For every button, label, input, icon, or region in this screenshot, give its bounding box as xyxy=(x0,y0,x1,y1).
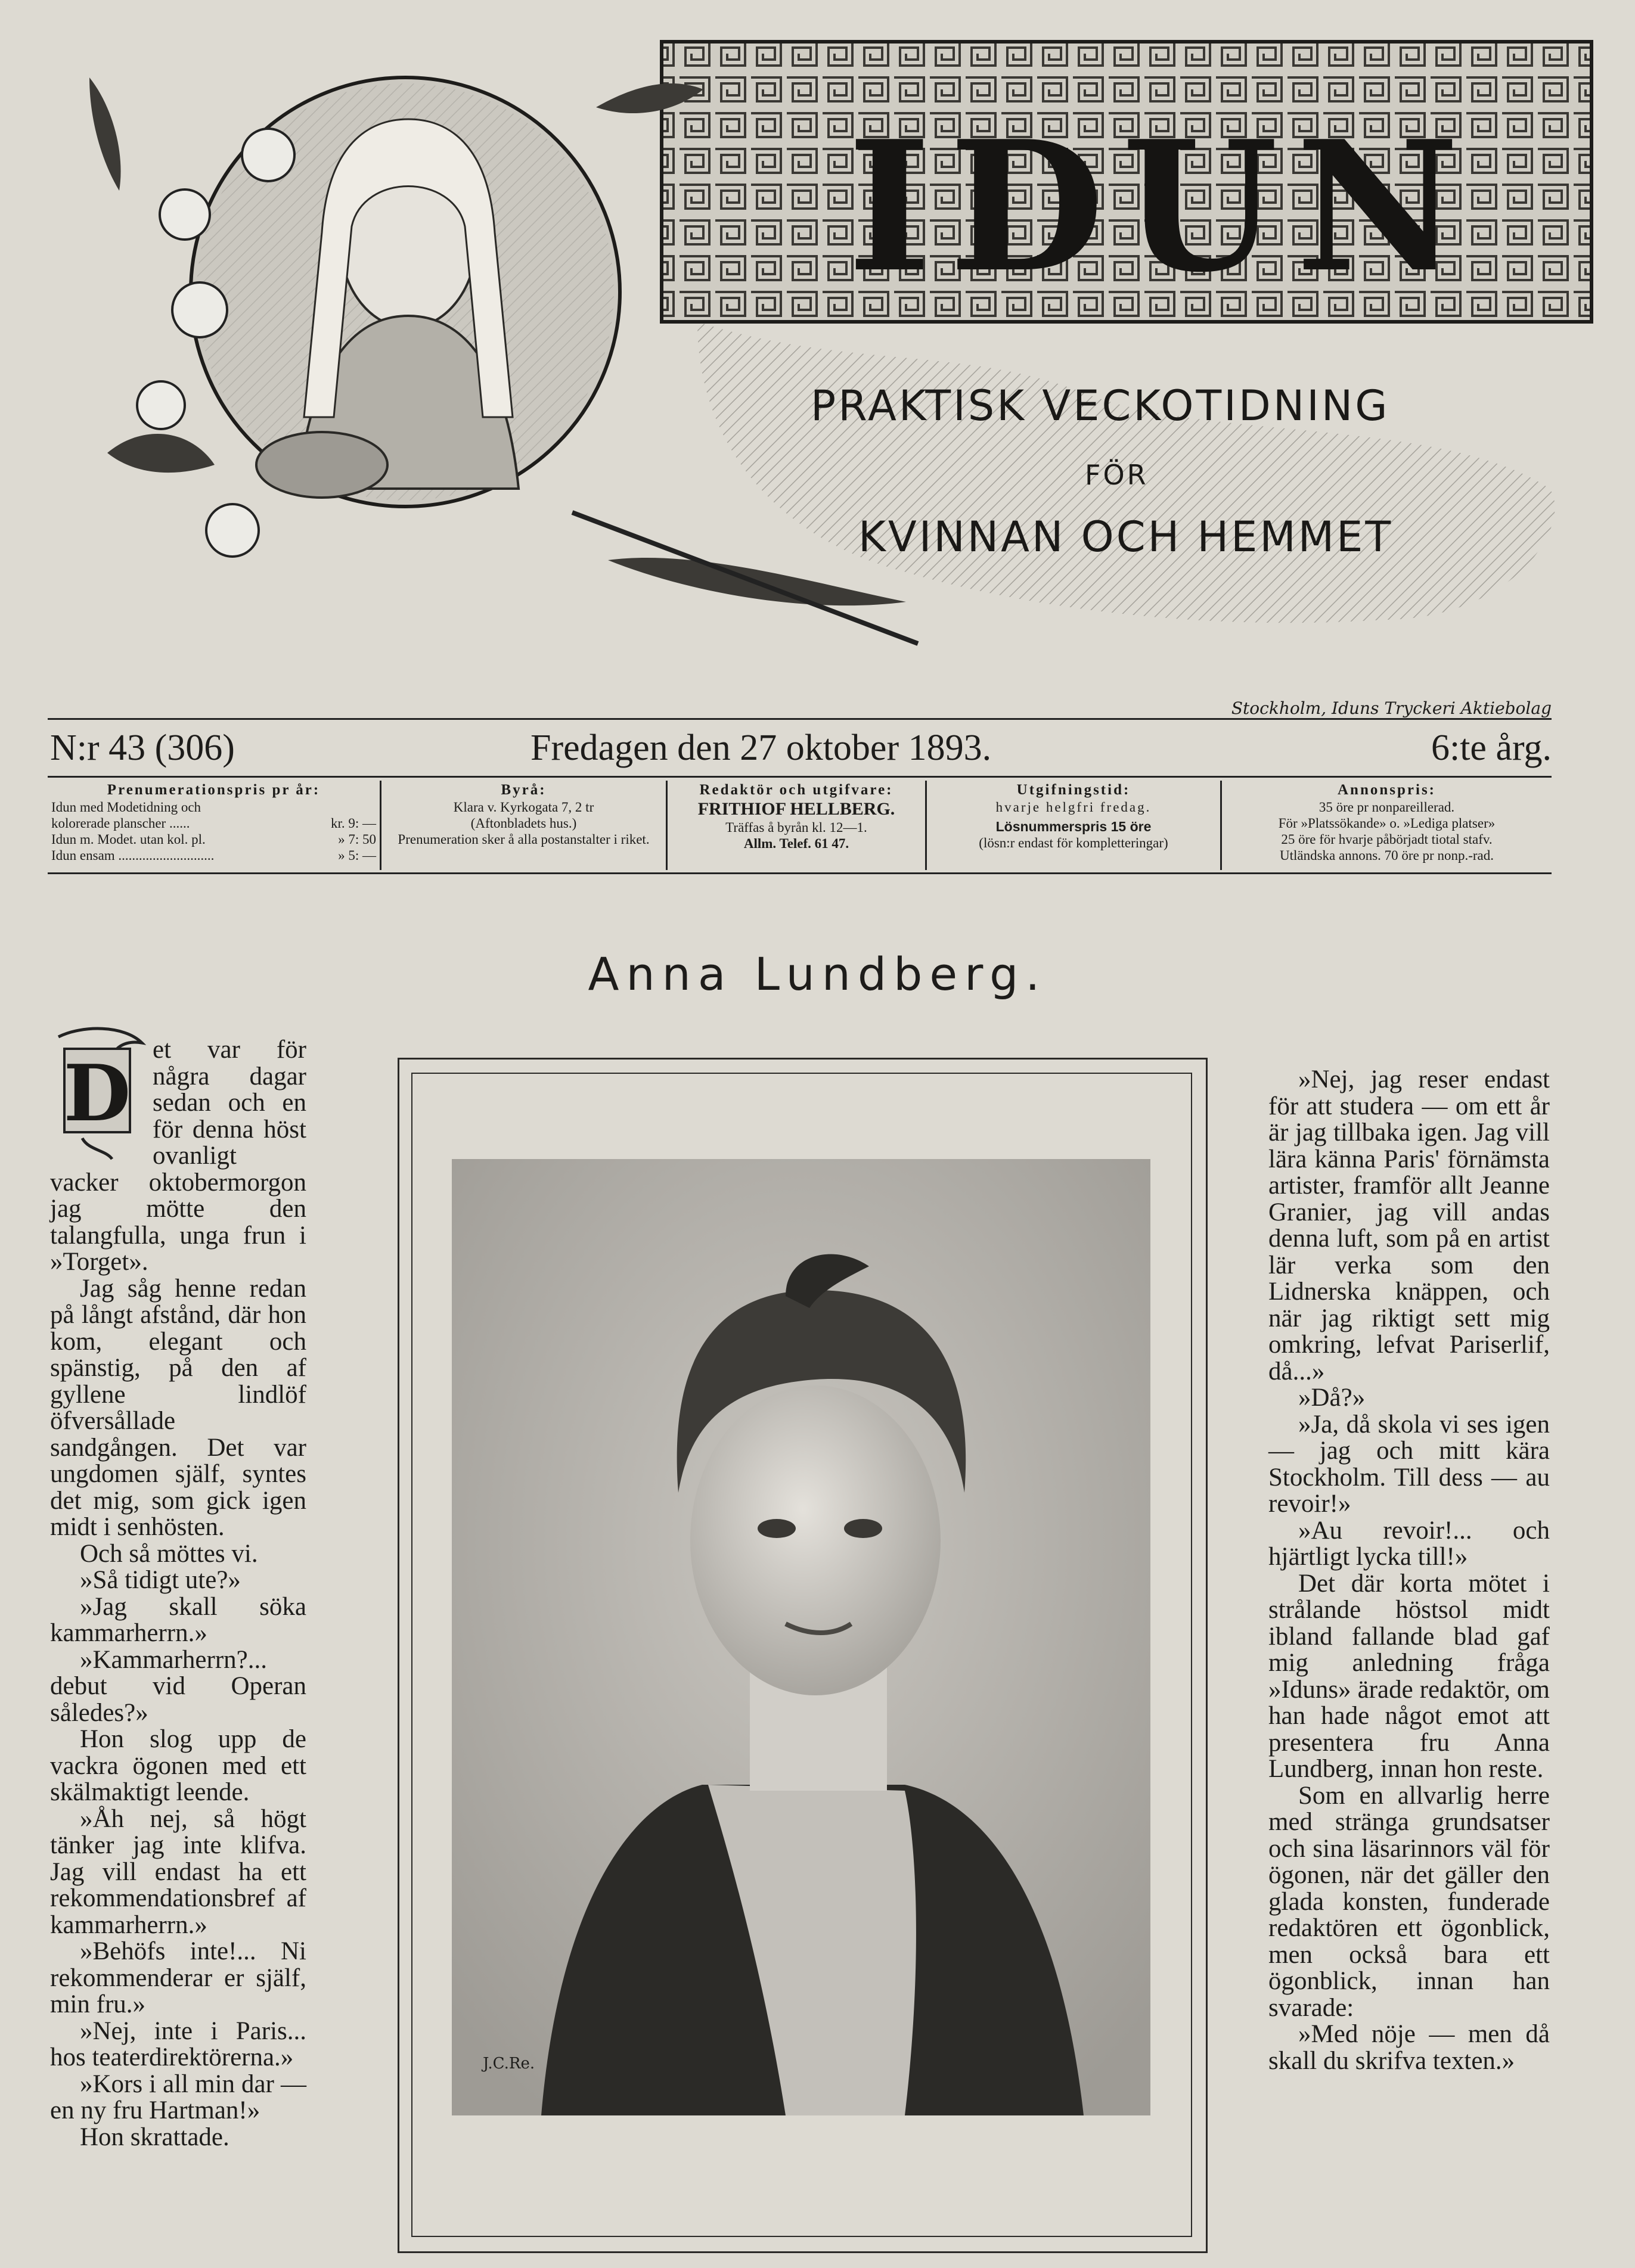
single-copy-price: Lösnummerspris 15 öre xyxy=(995,819,1152,834)
printer-credit: Stockholm, Iduns Tryckeri Aktiebolag xyxy=(1231,698,1552,718)
publication-title: Utgifningstid: xyxy=(1016,782,1131,798)
subscription-row-price: kr. 9: — xyxy=(330,816,376,831)
subscription-row xyxy=(51,799,376,815)
article-paragraph: Som en allvarlig herre med stränga grundsatser och sina läsarinnors väl för ögonen, när det gäller den glada konsten, funderade redaktören ett ögonblick, men också bara ett ögonblick, innan han svarade: xyxy=(1268,1781,1550,2022)
subscription-row xyxy=(51,847,376,863)
office-address: Klara v. Kyrkogata 7, 2 tr xyxy=(453,800,594,815)
issue-year: 6:te årg. xyxy=(1431,728,1552,768)
ads-line: Utländska annons. 70 öre pr nonp.-rad. xyxy=(1280,848,1494,863)
article-paragraph: Det där korta mötet i strålande höstsol midt ibland fallande blad gaf mig anledning fråga »Iduns» ärade redaktör, om han hade något emot att presentera fru Anna Lundberg, innan hon reste. xyxy=(1268,1569,1550,1783)
subscription-row-label: kolorerade planscher ...... xyxy=(51,816,190,831)
editor-hours: Träffas å byrån kl. 12—1. xyxy=(725,820,867,835)
issue-date: Fredagen den 27 oktober 1893. xyxy=(530,728,992,768)
publication-box xyxy=(927,781,1222,870)
subscription-row-label: Idun med Modetidning och xyxy=(51,800,201,815)
ads-line: För »Platssökande» o. »Lediga platser» xyxy=(1278,816,1496,831)
ornamental-drop-cap xyxy=(46,1025,148,1162)
editor-phone: Allm. Telef. 61 47. xyxy=(743,836,849,851)
tagline-for: FÖR xyxy=(1085,459,1149,491)
office-title: Byrå: xyxy=(501,782,547,798)
subscription-rows xyxy=(51,799,376,863)
ads-title: Annonspris: xyxy=(1338,782,1436,798)
right-paragraphs xyxy=(1268,1067,1550,2074)
ads-line: 25 öre för hvarje påbörjadt tiotal stafv. xyxy=(1281,832,1493,847)
issue-number: N:r 43 (306) xyxy=(50,728,235,768)
article-paragraph: »Så tidigt ute?» xyxy=(80,1566,241,1594)
subscription-box xyxy=(48,781,381,870)
article-paragraph: »Ja, då skola vi ses igen — jag och mitt kära Stockholm. Till dess — au revoir!» xyxy=(1268,1410,1550,1518)
office-building: (Aftonbladets hus.) xyxy=(470,816,577,831)
office-box xyxy=(381,781,668,870)
article-paragraph: »Med nöje — men då skall du skrifva texten.» xyxy=(1268,2020,1550,2075)
single-copy-note: (lösn:r endast för kompletteringar) xyxy=(979,835,1168,850)
article-paragraph: »Nej, jag reser endast för att studera — om ett år är jag tillbaka igen. Jag vill lära känna Paris' förnämsta artister, framför allt Jeanne Granier, jag vill andas denna luft, som på en artist lär verka som den Lidnerska knäppen, och när jag riktigt sett mig omkring, lefvat Pariserlif, då...» xyxy=(1268,1065,1550,1385)
subscription-row-label: Idun ensam ............................ xyxy=(51,848,215,863)
info-top-rule xyxy=(48,776,1552,778)
info-bottom-rule xyxy=(48,872,1552,874)
publication-info xyxy=(48,781,1552,870)
article-paragraph: »Behöfs inte!... Ni rekommenderar er själf, min fru.» xyxy=(50,1937,306,2018)
masthead-title: IDUN xyxy=(847,101,1478,312)
article-paragraph: Hon slog upp de vackra ögonen med ett skälmaktigt leende. xyxy=(50,1725,306,1806)
article-paragraph: et var för några dagar sedan och en för denna höst ovanligt vacker oktobermorgon jag mötte den talangfulla, unga frun i »Torget». xyxy=(50,1036,306,1276)
article-right-column xyxy=(1268,1067,1550,2074)
publication-schedule: hvarje helgfri fredag. xyxy=(995,800,1152,815)
editor-box xyxy=(668,781,927,870)
ads-line: 35 öre pr nonpareillerad. xyxy=(1318,800,1455,815)
article-title: Anna Lundberg. xyxy=(588,947,1047,1001)
article-paragraph: »Nej, inte i Paris... hos teaterdirektörerna.» xyxy=(50,2017,306,2071)
article-paragraph: Jag såg henne redan på långt afstånd, där hon kom, elegant och spänstig, på den af gyllene lindlöf öfversållade sandgången. Det var ungdomen själf, syntes det mig, som gick igen midt i senhösten. xyxy=(50,1274,306,1541)
drop-cap-letter: D xyxy=(63,1048,131,1139)
editor-title: Redaktör och utgifvare: xyxy=(699,782,893,798)
article-paragraph: »Jag skall söka kammarherrn.» xyxy=(50,1592,306,1647)
editor-name: FRITHIOF HELLBERG. xyxy=(697,799,895,819)
left-paragraphs xyxy=(50,1037,306,2151)
subscription-title: Prenumerationspris pr år: xyxy=(107,782,321,798)
photo-credit: J.C.Re. xyxy=(483,2055,535,2073)
subscription-row-label: Idun m. Modet. utan kol. pl. xyxy=(51,832,206,847)
office-note: Prenumeration sker å alla postanstalter i riket. xyxy=(398,832,650,847)
article-paragraph: »Åh nej, så högt tänker jag inte klifva. Jag vill endast ha ett rekommendationsbref af kammarherrn.» xyxy=(50,1804,306,1939)
tagline-woman-and-home: KVINNAN OCH HEMMET xyxy=(858,512,1394,561)
ads-box xyxy=(1222,781,1552,870)
article-paragraph: »Då?» xyxy=(1298,1384,1366,1412)
portrait-photograph xyxy=(452,1159,1150,2115)
masthead-rule xyxy=(48,718,1552,720)
article-paragraph: Och så möttes vi. xyxy=(80,1539,258,1568)
article-left-column xyxy=(50,1037,306,2151)
tagline-practical-weekly: PRAKTISK VECKOTIDNING xyxy=(811,381,1390,430)
article-paragraph: »Au revoir!... och hjärtligt lycka till!» xyxy=(1268,1516,1550,1571)
subscription-row-price: » 5: — xyxy=(338,848,376,863)
subscription-row xyxy=(51,815,376,831)
subscription-row xyxy=(51,831,376,847)
article-paragraph: »Kors i all min dar — en ny fru Hartman!» xyxy=(50,2070,306,2124)
subscription-row-price: » 7: 50 xyxy=(338,832,376,847)
article-paragraph: Hon skrattade. xyxy=(80,2123,229,2151)
article-paragraph: »Kammarherrn?... debut vid Operan således?» xyxy=(50,1645,306,1727)
